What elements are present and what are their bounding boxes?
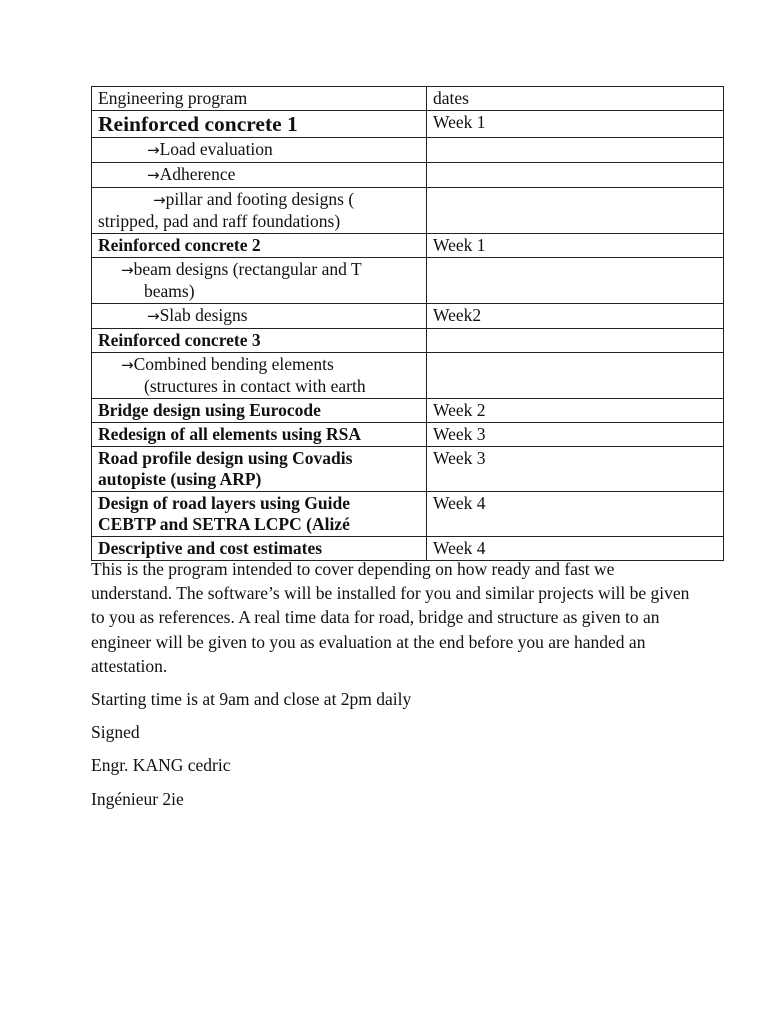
table-row	[92, 258, 724, 304]
date-cell: Week 4	[427, 492, 724, 537]
date-cell: Week 2	[427, 399, 724, 423]
table-row	[92, 163, 724, 188]
arrow-icon: →	[147, 307, 160, 325]
date-cell	[427, 188, 724, 234]
table-row	[92, 188, 724, 234]
program-text: Design of road layers using Guide	[98, 493, 350, 513]
date-cell	[427, 163, 724, 188]
date-cell	[427, 353, 724, 399]
signer-name: Engr. KANG cedric	[91, 755, 231, 776]
program-cell	[92, 163, 427, 188]
program-paragraph: This is the program intended to cover depending on how ready and fast we understand. The software’s will be installed for you and similar projects will be given to you as references. A real time data for road, bridge and structure as given to an engineer will be given to you as evaluation at the end before you are handed an attestation.	[91, 559, 690, 676]
program-text: (structures in contact with earth	[144, 376, 366, 396]
arrow-icon: →	[121, 356, 134, 374]
program-text: Slab designs	[159, 305, 248, 325]
program-cell	[92, 188, 427, 234]
signed-label: Signed	[91, 722, 140, 743]
table-header-row	[92, 87, 724, 111]
date-cell	[427, 258, 724, 304]
table-row	[92, 399, 724, 423]
program-cell	[92, 258, 427, 304]
table-row	[92, 447, 724, 492]
program-text: pillar and footing designs (	[165, 189, 355, 209]
program-cell: Bridge design using Eurocode	[92, 399, 427, 423]
date-cell: Week 1	[427, 111, 724, 138]
signer-title: Ingénieur 2ie	[91, 788, 184, 809]
arrow-icon: →	[147, 141, 160, 159]
date-cell	[427, 138, 724, 163]
program-text: beam designs (rectangular and T	[133, 259, 362, 279]
table-row	[92, 353, 724, 399]
header-dates: dates	[427, 87, 724, 111]
date-cell: Week 3	[427, 423, 724, 447]
program-text: Load evaluation	[159, 139, 273, 159]
program-text: Road profile design using Covadis	[98, 448, 353, 468]
schedule-line: Starting time is at 9am and close at 2pm daily	[91, 689, 412, 710]
table-row	[92, 111, 724, 138]
table-row	[92, 423, 724, 447]
date-cell: Week 1	[427, 234, 724, 258]
program-cell: Reinforced concrete 1	[92, 111, 427, 138]
arrow-icon: →	[147, 166, 160, 184]
arrow-icon: →	[153, 191, 166, 209]
program-cell: Reinforced concrete 3	[92, 329, 427, 353]
program-cell: Redesign of all elements using RSA	[92, 423, 427, 447]
program-text: CEBTP and SETRA LCPC (Alizé	[98, 514, 350, 534]
program-table	[91, 86, 724, 561]
program-cell	[92, 304, 427, 329]
program-cell	[92, 492, 427, 537]
header-program: Engineering program	[92, 87, 427, 111]
program-text: beams)	[144, 281, 195, 301]
arrow-icon: →	[121, 261, 134, 279]
program-text: Combined bending elements	[133, 354, 334, 374]
body-text	[91, 557, 691, 820]
date-cell	[427, 329, 724, 353]
program-text: stripped, pad and raff foundations)	[98, 211, 341, 231]
program-cell: Reinforced concrete 2	[92, 234, 427, 258]
program-cell: Descriptive and cost estimates	[92, 537, 427, 561]
date-cell: Week 4	[427, 537, 724, 561]
date-cell: Week 3	[427, 447, 724, 492]
program-cell	[92, 138, 427, 163]
program-text: autopiste (using ARP)	[98, 469, 262, 489]
table-row	[92, 304, 724, 329]
date-cell: Week2	[427, 304, 724, 329]
table-row	[92, 329, 724, 353]
table-row	[92, 492, 724, 537]
program-text: Adherence	[159, 164, 236, 184]
program-cell	[92, 447, 427, 492]
program-cell	[92, 353, 427, 399]
table-row	[92, 234, 724, 258]
table-row	[92, 138, 724, 163]
